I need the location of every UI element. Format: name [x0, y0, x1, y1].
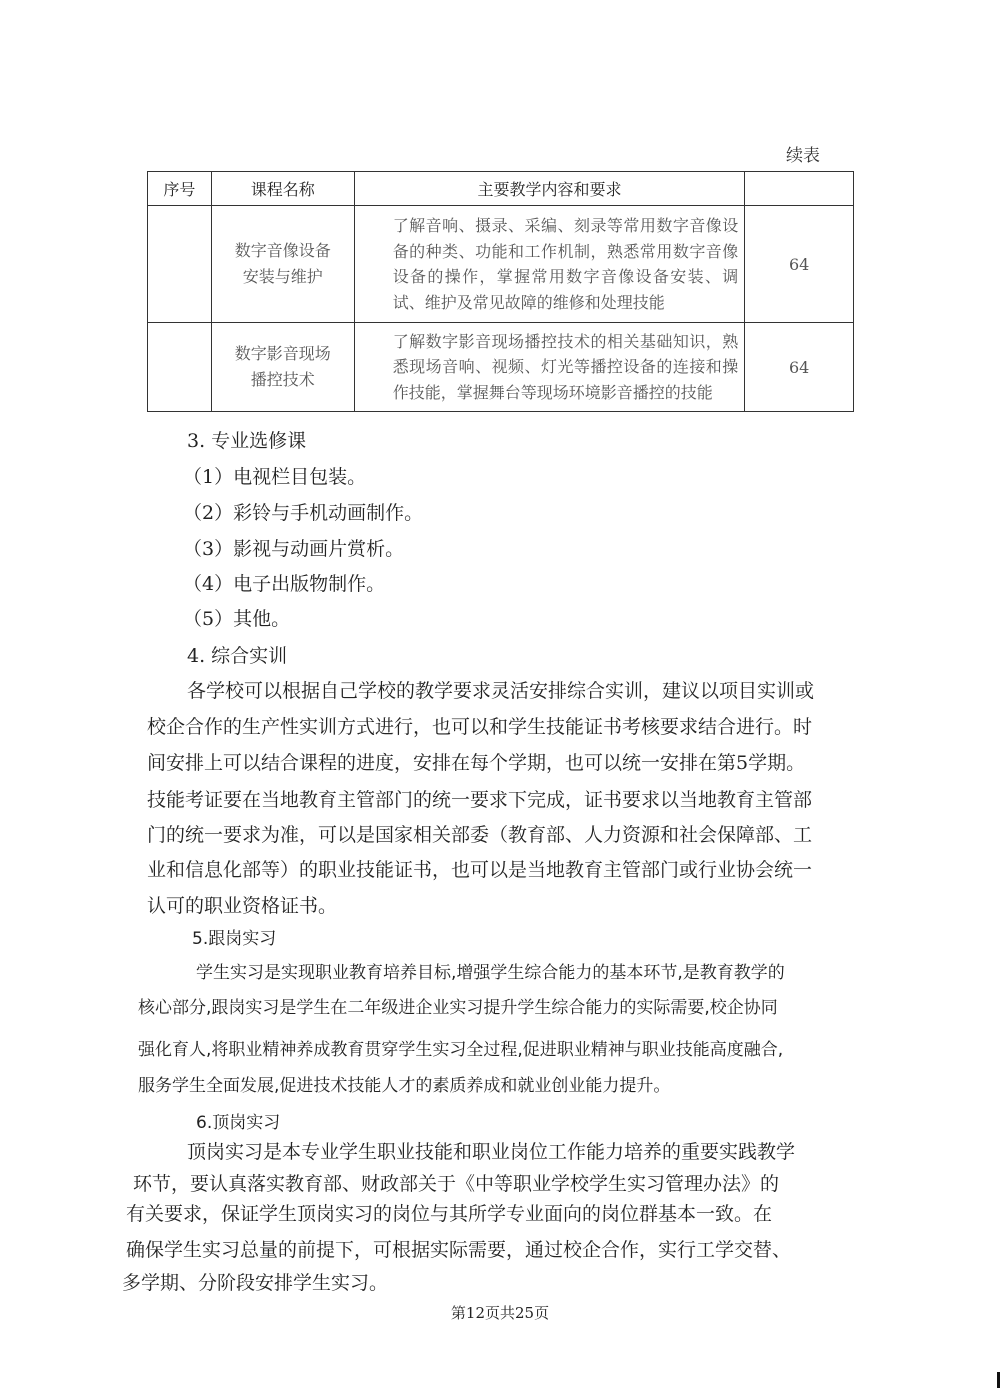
header-hours — [745, 172, 854, 206]
table-row — [148, 206, 854, 323]
paragraph-line: 学生实习是实现职业教育培养目标,增强学生综合能力的基本环节,是教育教学的 — [196, 963, 785, 983]
page-number: 第12页共25页 — [450, 1304, 550, 1322]
row-content: 了解音响、摄录、采编、刻录等常用数字音像设备的种类、功能和工作机制，熟悉常用数字音像设备的操作，掌握常用数字音像设备安装、调试、维护及常见故障的维修和处理技能 — [354, 206, 745, 323]
paragraph-line: 环节，要认真落实教育部、财政部关于《中等职业学校学生实习管理办法》的 — [133, 1173, 780, 1195]
row-hours: 64 — [745, 323, 854, 412]
paragraph-line: 间安排上可以结合课程的进度，安排在每个学期，也可以统一安排在第5学期。 — [147, 752, 806, 774]
paragraph-line: 多学期、分阶段安排学生实习。 — [122, 1272, 389, 1294]
row-course-name: 数字影音现场播控技术 — [211, 323, 354, 412]
list-item: （1）电视栏目包装。 — [183, 466, 367, 488]
paragraph-line: 各学校可以根据自己学校的教学要求灵活安排综合实训，建议以项目实训或 — [187, 680, 815, 702]
header-no: 序号 — [148, 172, 212, 206]
row-no — [148, 206, 212, 323]
section-heading: 5.跟岗实习 — [192, 929, 277, 949]
continued-table-label: 续表 — [786, 146, 820, 166]
row-content: 了解数字影音现场播控技术的相关基础知识，熟悉现场音响、视频、灯光等播控设备的连接和操作技能，掌握舞台等现场环境影音播控的技能 — [354, 323, 745, 412]
list-item: （2）彩铃与手机动画制作。 — [183, 502, 424, 524]
paragraph-line: 核心部分,跟岗实习是学生在二年级进企业实习提升学生综合能力的实际需要,校企协同 — [138, 998, 778, 1018]
paragraph-line: 有关要求，保证学生顶岗实习的岗位与其所学专业面向的岗位群基本一致。在 — [126, 1203, 773, 1225]
table-row — [148, 323, 854, 412]
header-content: 主要教学内容和要求 — [354, 172, 745, 206]
course-table — [147, 171, 854, 412]
paragraph-line: 技能考证要在当地教育主管部门的统一要求下完成，证书要求以当地教育主管部 — [147, 789, 813, 811]
paragraph-line: 认可的职业资格证书。 — [147, 895, 338, 917]
table-header-row — [148, 172, 854, 206]
row-hours: 64 — [745, 206, 854, 323]
section-heading: 3. 专业选修课 — [187, 430, 307, 452]
paragraph-line: 业和信息化部等）的职业技能证书，也可以是当地教育主管部门或行业协会统一 — [147, 859, 813, 881]
header-course-name: 课程名称 — [211, 172, 354, 206]
section-heading: 4. 综合实训 — [187, 645, 288, 667]
row-course-name: 数字音像设备安装与维护 — [211, 206, 354, 323]
list-item: （5）其他。 — [183, 608, 291, 630]
row-no — [148, 323, 212, 412]
list-item: （4）电子出版物制作。 — [183, 573, 386, 595]
list-item: （3）影视与动画片赏析。 — [183, 538, 405, 560]
paragraph-line: 强化育人,将职业精神养成教育贯穿学生实习全过程,促进职业精神与职业技能高度融合, — [138, 1040, 784, 1060]
paragraph-line: 门的统一要求为准，可以是国家相关部委（教育部、人力资源和社会保障部、工 — [147, 824, 813, 846]
paragraph-line: 服务学生全面发展,促进技术技能人才的素质养成和就业创业能力提升。 — [138, 1076, 671, 1096]
section-heading: 6.顶岗实习 — [196, 1113, 281, 1133]
paragraph-line: 校企合作的生产性实训方式进行，也可以和学生技能证书考核要求结合进行。时 — [147, 716, 813, 738]
paragraph-line: 确保学生实习总量的前提下，可根据实际需要，通过校企合作，实行工学交替、 — [126, 1239, 792, 1261]
paragraph-line: 顶岗实习是本专业学生职业技能和职业岗位工作能力培养的重要实践教学 — [187, 1141, 796, 1163]
